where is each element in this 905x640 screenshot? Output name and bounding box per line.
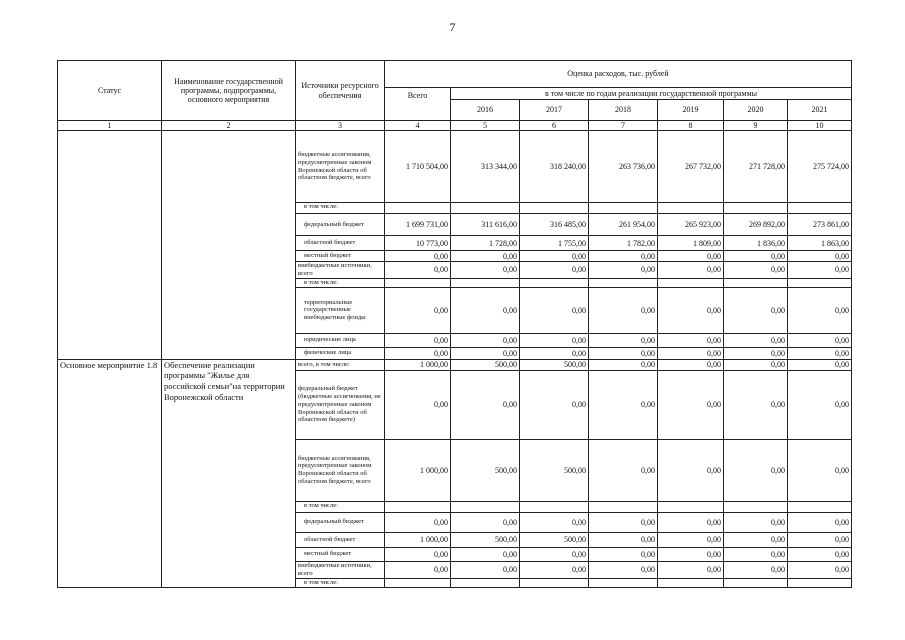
value-cell: 261 954,00: [589, 214, 658, 236]
value-cell: 0,00: [520, 333, 589, 347]
header-year: 2019: [658, 100, 724, 121]
value-cell: 0,00: [451, 512, 520, 532]
value-cell: 1 755,00: [520, 236, 589, 251]
value-cell: 0,00: [385, 512, 451, 532]
value-cell: 0,00: [724, 532, 788, 547]
col-number: 4: [385, 121, 451, 131]
col-number: 7: [589, 121, 658, 131]
page-number: 7: [449, 20, 456, 34]
value-cell: [520, 501, 589, 512]
value-cell: 0,00: [658, 347, 724, 359]
value-cell: [658, 578, 724, 587]
value-cell: 1 809,00: [658, 236, 724, 251]
source-cell: в том числе:: [296, 203, 385, 214]
source-cell: внебюджетные источники, всего: [296, 561, 385, 578]
value-cell: 0,00: [788, 287, 852, 333]
value-cell: 1 836,00: [724, 236, 788, 251]
value-cell: [589, 578, 658, 587]
value-cell: 0,00: [724, 359, 788, 370]
source-cell: в том числе:: [296, 501, 385, 512]
value-cell: 0,00: [658, 370, 724, 439]
value-cell: 0,00: [589, 370, 658, 439]
value-cell: 0,00: [724, 333, 788, 347]
value-cell: 0,00: [658, 287, 724, 333]
value-cell: 0,00: [788, 370, 852, 439]
source-cell: областной бюджет: [296, 236, 385, 251]
value-cell: [724, 203, 788, 214]
value-cell: 0,00: [520, 547, 589, 561]
col-number: 10: [788, 121, 852, 131]
source-cell: федеральный бюджет (бюджетные ассигнования, не предусмотренные законом Воронежской области об областном бюджете): [296, 370, 385, 439]
value-cell: 0,00: [589, 262, 658, 279]
value-cell: 0,00: [385, 561, 451, 578]
value-cell: 0,00: [589, 512, 658, 532]
value-cell: 267 732,00: [658, 131, 724, 203]
value-cell: [520, 203, 589, 214]
col-number: 1: [58, 121, 162, 131]
value-cell: 0,00: [788, 333, 852, 347]
source-cell: местный бюджет: [296, 251, 385, 262]
value-cell: [658, 278, 724, 287]
value-cell: [520, 278, 589, 287]
value-cell: 313 344,00: [451, 131, 520, 203]
col-number: 5: [451, 121, 520, 131]
value-cell: 0,00: [658, 561, 724, 578]
header-status: Статус: [58, 61, 162, 121]
expenditure-table: [57, 60, 852, 588]
col-number: 9: [724, 121, 788, 131]
header-estimate: Оценка расходов, тыс. рублей: [385, 61, 852, 88]
value-cell: 0,00: [724, 561, 788, 578]
status-cell: [58, 131, 162, 360]
value-cell: 0,00: [451, 561, 520, 578]
value-cell: 0,00: [658, 333, 724, 347]
value-cell: [724, 578, 788, 587]
value-cell: 0,00: [451, 287, 520, 333]
value-cell: [788, 501, 852, 512]
value-cell: 0,00: [788, 547, 852, 561]
source-cell: в том числе:: [296, 278, 385, 287]
value-cell: 0,00: [788, 359, 852, 370]
value-cell: [451, 203, 520, 214]
col-number: 8: [658, 121, 724, 131]
value-cell: 0,00: [788, 347, 852, 359]
col-number: 3: [296, 121, 385, 131]
value-cell: 0,00: [451, 251, 520, 262]
value-cell: 0,00: [520, 262, 589, 279]
table-row: [58, 359, 852, 370]
value-cell: 0,00: [589, 287, 658, 333]
value-cell: 0,00: [788, 262, 852, 279]
value-cell: 311 616,00: [451, 214, 520, 236]
value-cell: 0,00: [658, 251, 724, 262]
value-cell: [658, 501, 724, 512]
value-cell: 0,00: [724, 287, 788, 333]
col-number: 6: [520, 121, 589, 131]
source-cell: в том числе:: [296, 578, 385, 587]
table-row: [58, 131, 852, 203]
value-cell: [385, 203, 451, 214]
value-cell: [788, 203, 852, 214]
value-cell: 500,00: [451, 532, 520, 547]
value-cell: [451, 578, 520, 587]
value-cell: 0,00: [658, 547, 724, 561]
value-cell: 0,00: [520, 347, 589, 359]
value-cell: [724, 501, 788, 512]
value-cell: [589, 501, 658, 512]
value-cell: 269 892,00: [724, 214, 788, 236]
header-year: 2018: [589, 100, 658, 121]
value-cell: [451, 501, 520, 512]
header-year: 2016: [451, 100, 520, 121]
value-cell: 0,00: [788, 439, 852, 501]
value-cell: 0,00: [658, 262, 724, 279]
value-cell: 0,00: [724, 251, 788, 262]
program-name-cell: Обеспечение реализации программы "Жилье для российской семьи"на территории Воронежской области: [162, 359, 296, 587]
value-cell: 0,00: [658, 512, 724, 532]
value-cell: 0,00: [658, 439, 724, 501]
value-cell: 0,00: [385, 347, 451, 359]
header-year: 2020: [724, 100, 788, 121]
value-cell: 273 861,00: [788, 214, 852, 236]
value-cell: 0,00: [520, 370, 589, 439]
value-cell: 0,00: [385, 262, 451, 279]
header-year: 2021: [788, 100, 852, 121]
value-cell: 0,00: [385, 547, 451, 561]
value-cell: 500,00: [451, 439, 520, 501]
source-cell: федеральный бюджет: [296, 214, 385, 236]
value-cell: 0,00: [724, 512, 788, 532]
value-cell: 500,00: [451, 359, 520, 370]
value-cell: [589, 203, 658, 214]
col-number: 2: [162, 121, 296, 131]
value-cell: [385, 578, 451, 587]
value-cell: 0,00: [385, 333, 451, 347]
header-year: 2017: [520, 100, 589, 121]
value-cell: [451, 278, 520, 287]
value-cell: 0,00: [520, 512, 589, 532]
source-cell: местный бюджет: [296, 547, 385, 561]
status-cell: Основное мероприятие 1.8: [58, 359, 162, 587]
value-cell: [788, 578, 852, 587]
value-cell: 0,00: [589, 547, 658, 561]
value-cell: 0,00: [385, 370, 451, 439]
source-cell: физические лица: [296, 347, 385, 359]
value-cell: 0,00: [451, 370, 520, 439]
source-cell: внебюджетные источники, всего: [296, 262, 385, 279]
value-cell: 0,00: [451, 547, 520, 561]
source-cell: территориальные государственные внебюджетные фонды: [296, 287, 385, 333]
value-cell: 318 240,00: [520, 131, 589, 203]
value-cell: 275 724,00: [788, 131, 852, 203]
value-cell: [385, 278, 451, 287]
value-cell: 0,00: [724, 370, 788, 439]
value-cell: 500,00: [520, 439, 589, 501]
value-cell: 0,00: [520, 287, 589, 333]
source-cell: бюджетные ассигнования, предусмотренные законом Воронежской области об областном бюджете, всего: [296, 439, 385, 501]
value-cell: [724, 278, 788, 287]
value-cell: 0,00: [589, 439, 658, 501]
value-cell: 0,00: [520, 561, 589, 578]
value-cell: 0,00: [788, 532, 852, 547]
source-cell: юридические лица: [296, 333, 385, 347]
value-cell: 500,00: [520, 532, 589, 547]
value-cell: 0,00: [520, 251, 589, 262]
value-cell: 0,00: [385, 251, 451, 262]
value-cell: 271 728,00: [724, 131, 788, 203]
header-name: Наименование государственной программы, подпрограммы, основного мероприятия: [162, 61, 296, 121]
source-cell: всего, в том числе:: [296, 359, 385, 370]
source-cell: федеральный бюджет: [296, 512, 385, 532]
value-cell: 0,00: [724, 347, 788, 359]
value-cell: 0,00: [451, 347, 520, 359]
header-sources: Источники ресурсного обеспечения: [296, 61, 385, 121]
header-by-years: в том числе по годам реализации государственной программы: [451, 88, 852, 100]
value-cell: 1 782,00: [589, 236, 658, 251]
value-cell: 1 699 731,00: [385, 214, 451, 236]
header-total: Всего: [385, 88, 451, 121]
value-cell: 0,00: [788, 251, 852, 262]
value-cell: [788, 278, 852, 287]
value-cell: 1 000,00: [385, 439, 451, 501]
value-cell: 0,00: [451, 262, 520, 279]
value-cell: [589, 278, 658, 287]
value-cell: 0,00: [589, 532, 658, 547]
value-cell: [520, 578, 589, 587]
value-cell: 1 863,00: [788, 236, 852, 251]
value-cell: 263 736,00: [589, 131, 658, 203]
value-cell: 0,00: [788, 512, 852, 532]
value-cell: 500,00: [520, 359, 589, 370]
value-cell: [385, 501, 451, 512]
value-cell: 316 485,00: [520, 214, 589, 236]
value-cell: 0,00: [589, 347, 658, 359]
value-cell: 0,00: [589, 561, 658, 578]
value-cell: 0,00: [589, 359, 658, 370]
value-cell: 0,00: [658, 532, 724, 547]
value-cell: 1 000,00: [385, 359, 451, 370]
value-cell: 0,00: [385, 287, 451, 333]
value-cell: 0,00: [451, 333, 520, 347]
value-cell: 1 000,00: [385, 532, 451, 547]
value-cell: 1 710 504,00: [385, 131, 451, 203]
value-cell: 0,00: [724, 262, 788, 279]
source-cell: областной бюджет: [296, 532, 385, 547]
value-cell: 265 923,00: [658, 214, 724, 236]
value-cell: 0,00: [724, 439, 788, 501]
value-cell: 0,00: [589, 251, 658, 262]
value-cell: 10 773,00: [385, 236, 451, 251]
source-cell: бюджетные ассигнования, предусмотренные законом Воронежской области об областном бюджете, всего: [296, 131, 385, 203]
value-cell: 1 728,00: [451, 236, 520, 251]
value-cell: 0,00: [658, 359, 724, 370]
program-name-cell: [162, 131, 296, 360]
value-cell: [658, 203, 724, 214]
value-cell: 0,00: [589, 333, 658, 347]
value-cell: 0,00: [788, 561, 852, 578]
value-cell: 0,00: [724, 547, 788, 561]
